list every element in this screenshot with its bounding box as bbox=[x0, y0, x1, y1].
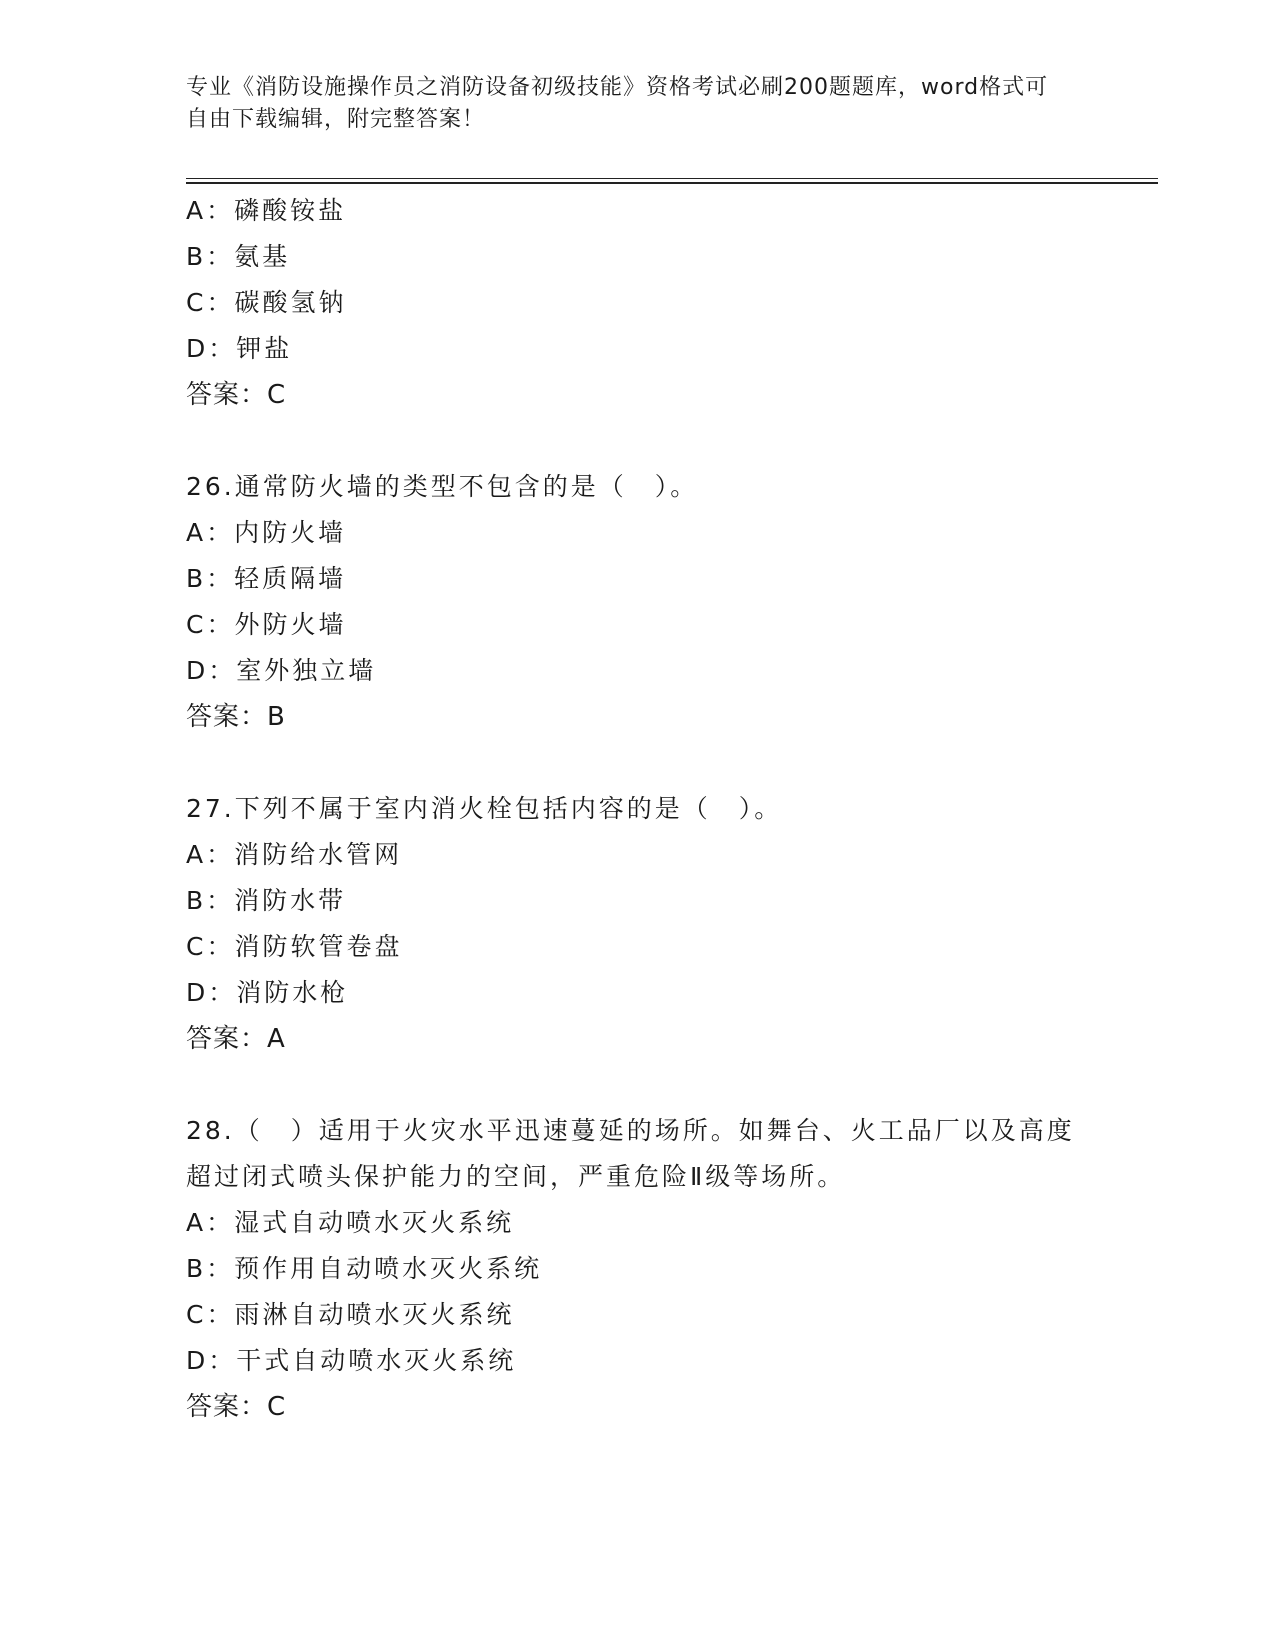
question-28-option-a: A：湿式自动喷水灭火系统 bbox=[186, 1208, 515, 1237]
question-25-option-c: C：碳酸氢钠 bbox=[186, 288, 347, 317]
question-content bbox=[186, 188, 1086, 1430]
question-26-stem: 26.通常防火墙的类型不包含的是（ ）。 bbox=[186, 472, 699, 501]
question-26-option-c: C：外防火墙 bbox=[186, 610, 347, 639]
question-26-block bbox=[186, 464, 1086, 740]
question-26-option-a: A：内防火墙 bbox=[186, 518, 347, 547]
question-27-option-d: D：消防水枪 bbox=[186, 978, 349, 1007]
question-28-option-c: C：雨淋自动喷水灭火系统 bbox=[186, 1300, 515, 1329]
spacer bbox=[186, 740, 1086, 786]
question-26-answer: 答案：B bbox=[186, 702, 286, 732]
question-28-block bbox=[186, 1108, 1086, 1430]
question-25-block bbox=[186, 188, 1086, 418]
header-divider-thick bbox=[186, 182, 1158, 184]
spacer bbox=[186, 418, 1086, 464]
question-25-option-a: A：磷酸铵盐 bbox=[186, 196, 347, 225]
question-25-option-b: B：氨基 bbox=[186, 242, 291, 271]
question-27-option-a: A：消防给水管网 bbox=[186, 840, 403, 869]
question-25-option-d: D：钾盐 bbox=[186, 334, 293, 363]
question-28-option-d: D：干式自动喷水灭火系统 bbox=[186, 1346, 517, 1375]
question-27-answer: 答案：A bbox=[186, 1024, 286, 1054]
header-divider-thin bbox=[186, 178, 1158, 179]
question-28-answer: 答案：C bbox=[186, 1392, 287, 1422]
question-26-option-b: B：轻质隔墙 bbox=[186, 564, 347, 593]
question-27-block bbox=[186, 786, 1086, 1062]
question-28-option-b: B：预作用自动喷水灭火系统 bbox=[186, 1254, 543, 1283]
spacer bbox=[186, 1062, 1086, 1108]
question-25-answer: 答案：C bbox=[186, 380, 287, 410]
question-27-option-b: B：消防水带 bbox=[186, 886, 347, 915]
document-header-text: 专业《消防设施操作员之消防设备初级技能》资格考试必刷200题题库，word格式可自由下载编辑，附完整答案！ bbox=[186, 75, 1049, 132]
question-26-option-d: D：室外独立墙 bbox=[186, 656, 377, 685]
question-27-option-c: C：消防软管卷盘 bbox=[186, 932, 403, 961]
question-27-stem: 27.下列不属于室内消火栓包括内容的是（ ）。 bbox=[186, 794, 783, 823]
question-28-stem: 28.（ ）适用于火灾水平迅速蔓延的场所。如舞台、火工品厂以及高度超过闭式喷头保护能力的空间，严重危险Ⅱ级等场所。 bbox=[186, 1116, 1075, 1191]
